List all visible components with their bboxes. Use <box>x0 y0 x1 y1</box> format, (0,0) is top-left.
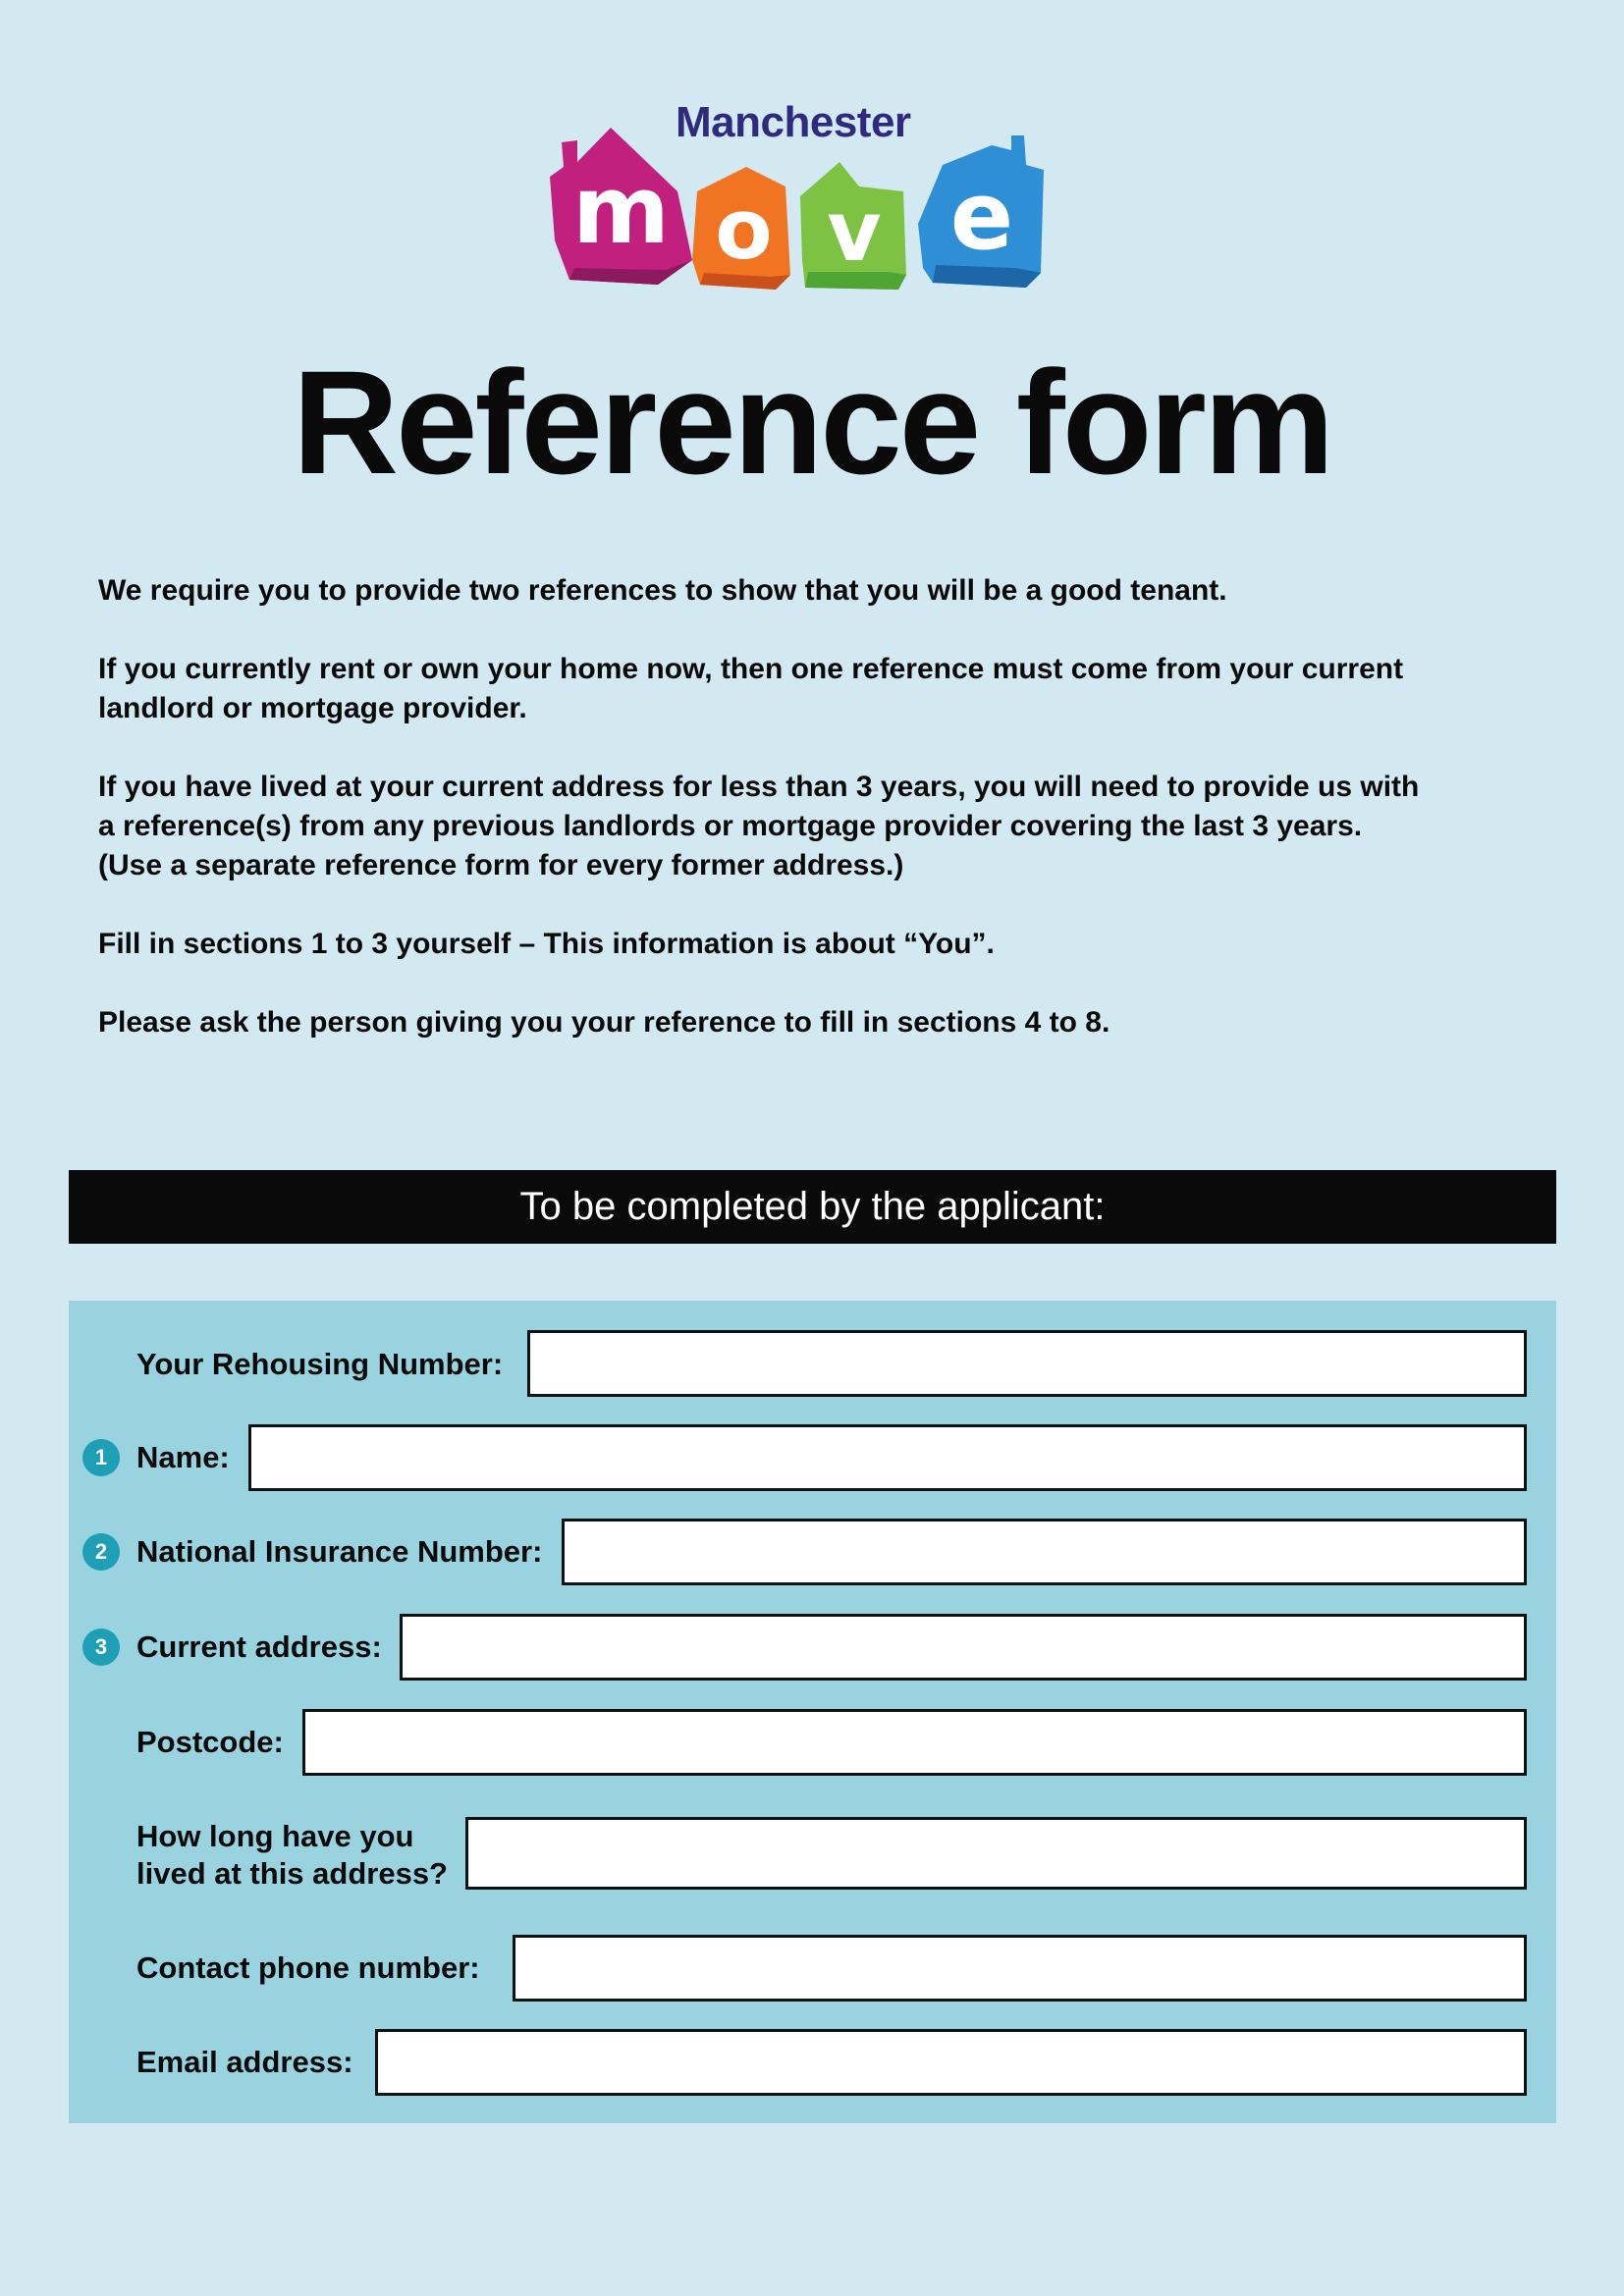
logo-letter-o: o <box>715 182 773 279</box>
logo-title: Manchester <box>676 98 911 146</box>
intro-p3-line1: If you have lived at your current address for less than 3 years, you will need to provide us with <box>98 771 1420 803</box>
intro-p3-line2: a reference(s) from any previous landlords or mortgage provider covering the last 3 years. <box>98 810 1363 842</box>
field-label: Name: <box>136 1440 230 1474</box>
email-address-input[interactable] <box>375 2029 1527 2096</box>
intro-paragraph-3 <box>98 768 1532 885</box>
intro-p3-line3: (Use a separate reference form for every former address.) <box>98 849 904 881</box>
intro-p1-pre: We require you to provide <box>98 574 469 607</box>
field-label: National Insurance Number: <box>136 1534 543 1569</box>
intro-p1-emphasis: two references <box>468 574 677 607</box>
section-number-badge: 2 <box>82 1533 120 1571</box>
intro-text <box>98 571 1532 1082</box>
manchester-move-logo <box>550 98 1051 294</box>
intro-paragraph-1 <box>98 571 1532 611</box>
field-label: Current address: <box>136 1629 382 1664</box>
logo-letter-v: v <box>827 184 882 281</box>
intro-paragraph-4: Fill in sections 1 to 3 yourself – This information is about “You”. <box>98 928 995 960</box>
intro-p1-post: to show that you will be a good tenant. <box>677 574 1227 607</box>
applicant-form-panel <box>69 1301 1556 2123</box>
field-label-line2: lived at this address? <box>136 1856 448 1891</box>
field-label <box>136 1818 448 1893</box>
contact-phone-input[interactable] <box>513 1935 1527 2002</box>
national-insurance-number-input[interactable] <box>562 1519 1527 1585</box>
current-address-input[interactable] <box>400 1614 1527 1681</box>
intro-paragraph-2: If you currently rent or own your home now, then one reference must come from your current landlord or mortgage provider. <box>98 653 1404 724</box>
logo-house-o <box>692 167 795 290</box>
postcode-input[interactable] <box>302 1709 1527 1776</box>
field-label: Email address: <box>136 2045 353 2079</box>
page-title: Reference form <box>292 340 1332 505</box>
intro-paragraph-5: Please ask the person giving you your reference to fill in sections 4 to 8. <box>98 1006 1110 1039</box>
section-number-badge: 1 <box>82 1439 120 1476</box>
name-input[interactable] <box>248 1424 1527 1491</box>
logo-letter-m: m <box>572 157 670 265</box>
field-label: Contact phone number: <box>136 1950 480 1985</box>
rehousing-number-input[interactable] <box>527 1330 1527 1397</box>
logo-house-m <box>550 123 692 285</box>
logo-house-e <box>918 135 1046 288</box>
section-number-badge: 3 <box>82 1629 120 1666</box>
field-label-line1: How long have you <box>136 1819 414 1853</box>
field-label: Postcode: <box>136 1725 284 1759</box>
logo-house-v <box>800 162 908 290</box>
field-label: Your Rehousing Number: <box>136 1347 504 1381</box>
logo-letter-e: e <box>949 163 1014 271</box>
time-at-address-input[interactable] <box>465 1817 1527 1890</box>
applicant-section-banner: To be completed by the applicant: <box>69 1170 1556 1244</box>
